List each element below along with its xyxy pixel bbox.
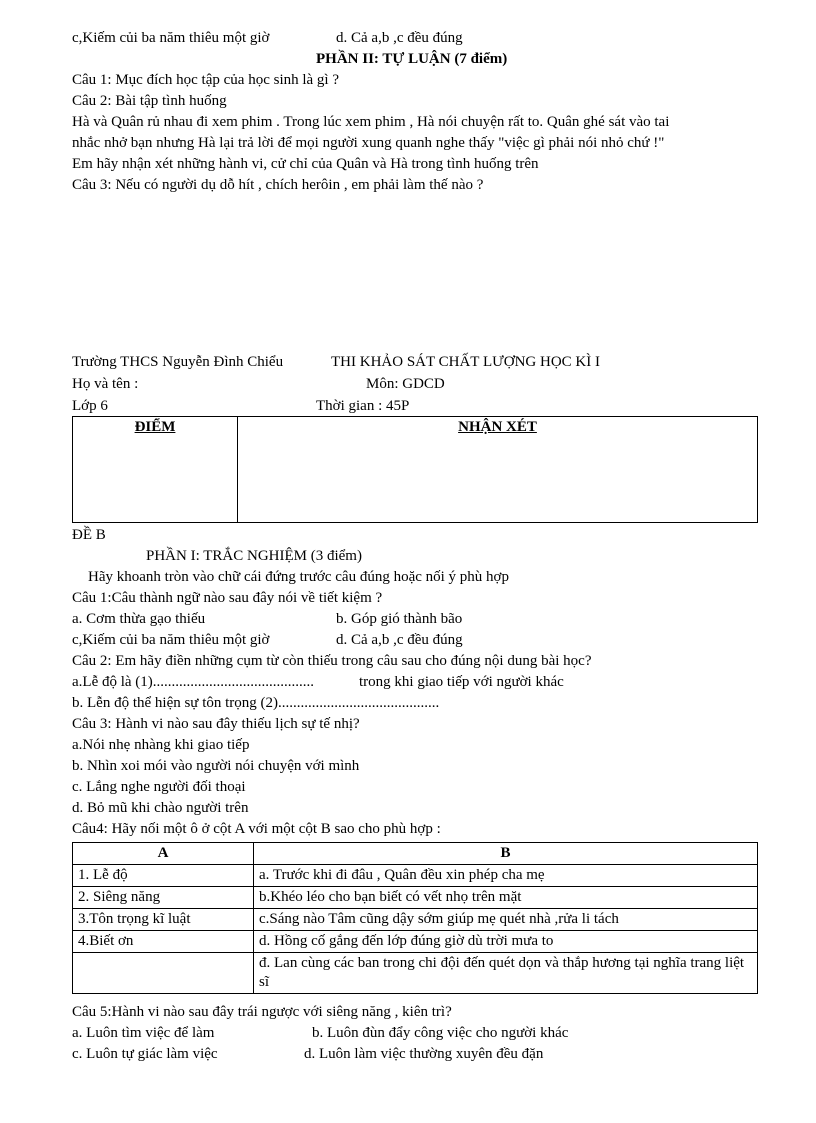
q3-option-b: b. Nhìn xoi mói vào người nói chuyện với mình [72,758,360,774]
q5-option-d: d. Luôn làm việc thường xuyên đều đặn [304,1046,544,1062]
cell-b: đ. Lan cùng các ban trong chi đội đến quét dọn và thắp hương tại nghĩa trang liệt sĩ [254,953,758,994]
part1-title: PHẦN I: TRẮC NGHIỆM (3 điểm) [146,548,362,564]
q1-option-b: b. Góp gió thành bão [336,611,463,627]
cell-b: a. Trước khi đi đâu , Quân đều xin phép cha mẹ [254,865,758,887]
q3-option-c: c. Lắng nghe người đối thoại [72,779,246,795]
mc-question-2: Câu 2: Em hãy điền những cụm từ còn thiếu trong câu sau cho đúng nội dung bài học? [72,653,592,669]
mc-question-4: Câu4: Hãy nối một ô ở cột A với một cột B sao cho phù hợp : [72,821,441,837]
q1-option-c: c,Kiếm củi ba năm thiêu một giờ [72,632,270,648]
table-row [73,865,758,887]
part2-title: PHẦN II: TỰ LUẬN (7 điểm) [316,51,508,67]
cell-a: 4.Biết ơn [73,931,254,953]
table-row [73,953,758,994]
exam-code: ĐỀ B [72,527,106,543]
q5-option-a: a. Luôn tìm việc để làm [72,1025,215,1041]
prev-option-d: d. Cả a,b ,c đều đúng [336,30,463,46]
essay-question-1: Câu 1: Mục đích học tập của học sinh là gì ? [72,72,340,88]
q2-blank-2: b. Lễn độ thể hiện sự tôn trọng (2)........................................... [72,695,440,711]
school-name: Trường THCS Nguyễn Đình Chiểu [72,354,284,370]
essay-question-3: Câu 3: Nếu có người dụ dỗ hít , chích herôin , em phải làm thế nào ? [72,177,484,193]
cell-b: b.Khéo léo cho bạn biết có vết nhọ trên mặt [254,887,758,909]
essay-q2-text-3: Em hãy nhận xét những hành vi, cử chỉ của Quân và Hà trong tình huống trên [72,156,539,172]
q2-blank-1: a.Lễ độ là (1)........................................... [72,674,315,690]
table-row [73,887,758,909]
time-label: Thời gian : 45P [316,398,410,414]
comment-cell: NHẬN XÉT [238,417,758,523]
exam-title: THI KHẢO SÁT CHẤT LƯỢNG HỌC KÌ I [331,354,600,370]
cell-a: 2. Siêng năng [73,887,254,909]
q1-option-a: a. Cơm thừa gạo thiếu [72,611,206,627]
prev-option-c: c,Kiếm củi ba năm thiêu một giờ [72,30,270,46]
column-a-header: A [73,843,254,865]
essay-question-2: Câu 2: Bài tập tình huống [72,93,227,109]
column-b-header: B [254,843,758,865]
mc-question-3: Câu 3: Hành vi nào sau đây thiếu lịch sự tế nhị? [72,716,360,732]
cell-a: 1. Lễ độ [73,865,254,887]
cell-a [73,953,254,994]
score-table [72,416,758,523]
cell-b: c.Sáng nào Tâm cũng dậy sớm giúp mẹ quét nhà ,rửa li tách [254,909,758,931]
q5-option-b: b. Luôn đùn đẩy công việc cho người khác [312,1025,569,1041]
q3-option-a: a.Nói nhẹ nhàng khi giao tiếp [72,737,250,753]
q5-option-c: c. Luôn tự giác làm việc [72,1046,218,1062]
matching-table [72,842,758,994]
table-row [73,909,758,931]
q1-option-d: d. Cả a,b ,c đều đúng [336,632,463,648]
q2-blank-1-suffix: trong khi giao tiếp với người khác [359,674,564,690]
name-label: Họ và tên : [72,376,139,392]
cell-b: d. Hồng cố gắng đến lớp đúng giờ dù trời mưa to [254,931,758,953]
cell-a: 3.Tôn trọng kĩ luật [73,909,254,931]
essay-q2-text-1: Hà và Quân rủ nhau đi xem phim . Trong lúc xem phim , Hà nói chuyện rất to. Quân ghé sát vào tai [72,114,670,130]
subject-label: Môn: GDCD [366,376,445,392]
mc-question-1: Câu 1:Câu thành ngữ nào sau đây nói về tiết kiệm ? [72,590,383,606]
mc-question-5: Câu 5:Hành vi nào sau đây trái ngược với siêng năng , kiên trì? [72,1004,452,1020]
table-row [73,931,758,953]
essay-q2-text-2: nhắc nhở bạn nhưng Hà lại trả lời để mọi người xung quanh nghe thấy "việc gì phải nói nhỏ chứ !" [72,135,665,151]
class-label: Lớp 6 [72,398,108,414]
score-cell: ĐIỂM [73,417,238,523]
q3-option-d: d. Bỏ mũ khi chào người trên [72,800,249,816]
instruction: Hãy khoanh tròn vào chữ cái đứng trước câu đúng hoặc nối ý phù hợp [88,569,509,585]
